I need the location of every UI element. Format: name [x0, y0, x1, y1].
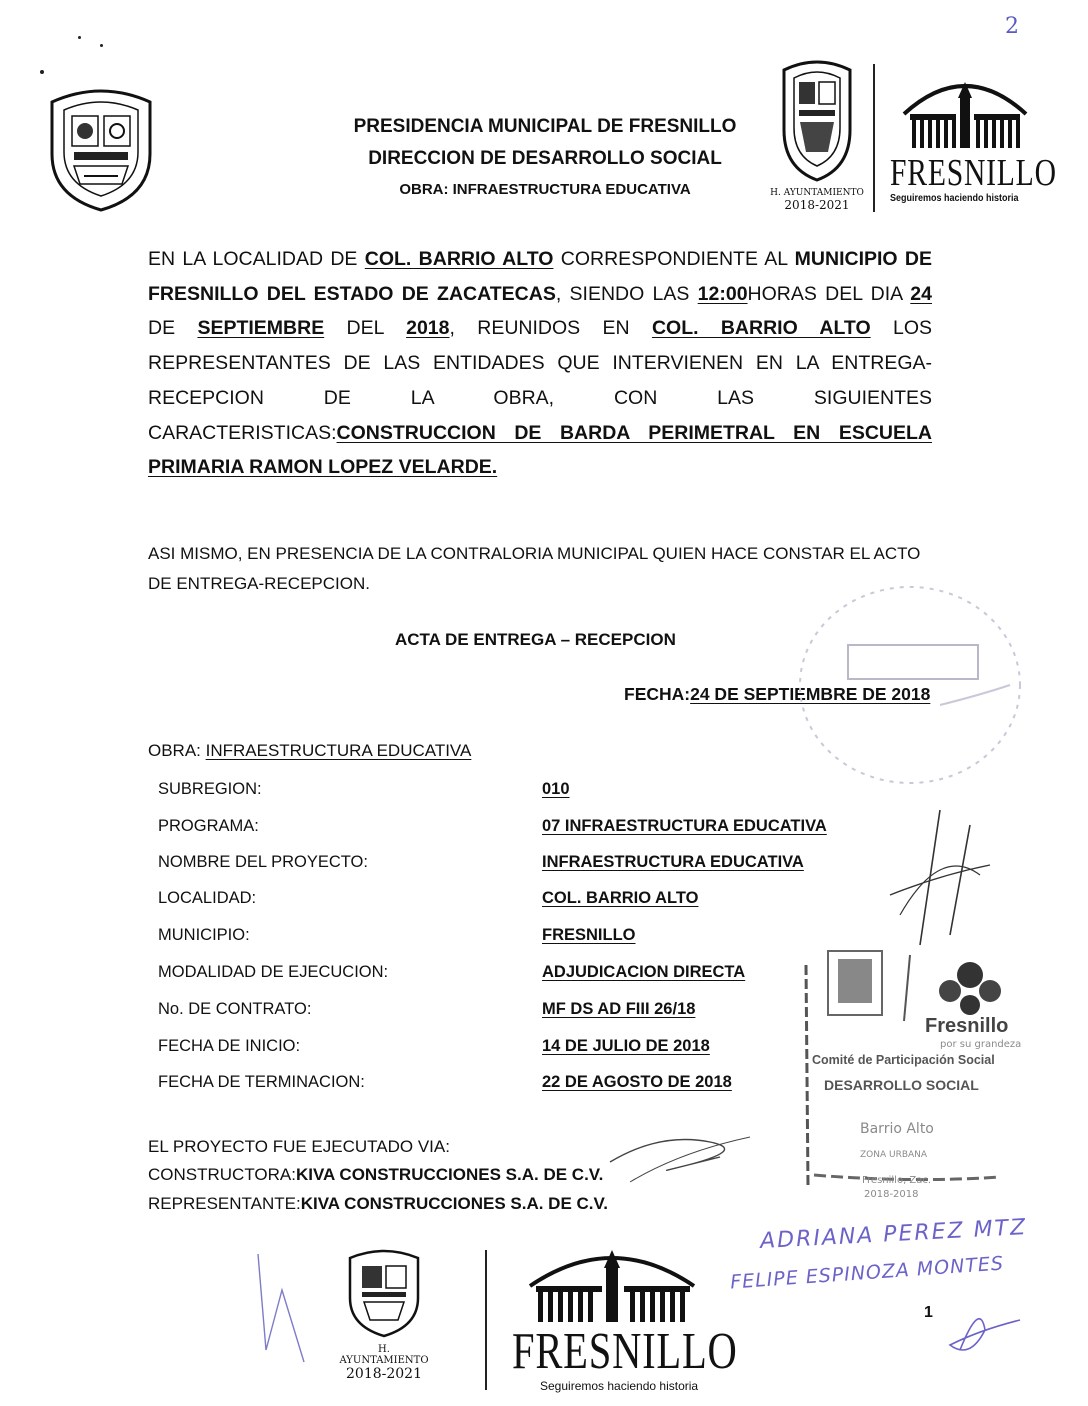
detail-label: LOCALIDAD: — [158, 889, 257, 907]
signature-left-icon — [252, 1250, 312, 1370]
detail-label: FECHA DE INICIO: — [158, 1037, 301, 1055]
footer-logo-tagline: Seguiremos haciendo historia — [540, 1379, 699, 1393]
scan-dot — [100, 44, 103, 47]
detail-label: MODALIDAD DE EJECUCION: — [158, 963, 389, 981]
handwritten-name-1: ADRIANA PEREZ MTZ — [759, 1215, 1028, 1254]
stamp-line-6: 2018-2018 — [864, 1189, 919, 1200]
ayuntamiento-caption — [770, 188, 864, 212]
signature-scribble-icon — [600, 1122, 760, 1192]
stamp-line-3: Barrio Alto — [860, 1121, 934, 1137]
mes-value: SEPTIEMBRE — [197, 317, 325, 340]
detail-label: MUNICIPIO: — [158, 926, 250, 944]
text-segment: DE — [148, 317, 198, 340]
text-segment: , REUNIDOS EN — [449, 317, 652, 340]
text-segment: , SIENDO LAS — [555, 282, 698, 305]
detail-value: 22 DE AGOSTO DE 2018 — [542, 1073, 732, 1091]
signature-icon — [880, 805, 1000, 955]
detail-value: 010 — [542, 780, 570, 798]
execution-heading: EL PROYECTO FUE EJECUTADO VIA: — [148, 1137, 450, 1156]
header-obra: OBRA: INFRAESTRUCTURA EDUCATIVA — [399, 181, 691, 198]
footer-ayuntamiento-period: 2018-2021 — [346, 1366, 422, 1382]
detail-value: MF DS AD FIII 26/18 — [542, 1000, 696, 1018]
footer-ayuntamiento-caption — [334, 1344, 434, 1382]
page-corner-number: 2 — [1005, 14, 1019, 39]
representante-line — [148, 1194, 608, 1214]
header-subtitle: DIRECCION DE DESARROLLO SOCIAL — [368, 148, 722, 169]
text-segment: CORRESPONDIENTE AL — [553, 248, 795, 270]
lugar-value: COL. BARRIO ALTO — [651, 317, 871, 340]
stamp-line-4: ZONA URBANA — [860, 1150, 928, 1160]
stamp-brand: Fresnillo — [925, 1015, 1009, 1037]
scan-dot — [78, 36, 81, 39]
stamp-line-1: Comité de Participación Social — [812, 1053, 995, 1067]
footer-fresnillo-logo — [512, 1238, 738, 1393]
representante-label: REPRESENTANTE: — [148, 1194, 301, 1213]
arch-icon — [890, 64, 1040, 150]
detail-value: FRESNILLO — [542, 926, 636, 944]
comite-stamp — [800, 945, 1030, 1220]
representante-value: KIVA CONSTRUCCIONES S.A. DE C.V. — [300, 1194, 609, 1213]
obra-label: OBRA: — [148, 741, 206, 760]
obra-description: CONSTRUCCION DE BARDA PERIMETRAL EN ESCUELA PRIMARIA RAMON LOPEZ VELARDE. — [148, 421, 932, 479]
detail-value: INFRAESTRUCTURA EDUCATIVA — [542, 853, 804, 871]
logo-divider — [873, 64, 875, 212]
text-segment: EN LA LOCALIDAD DE — [148, 248, 365, 270]
municipio-value: MUNICIPIO DE FRESNILLO DEL ESTADO DE ZACATECAS — [148, 248, 932, 305]
municipal-crest-icon — [44, 84, 158, 214]
text-segment: HORAS DEL DIA — [747, 282, 911, 305]
logo-wordmark: FRESNILLO — [890, 152, 1057, 194]
detail-label: SUBREGION: — [158, 780, 262, 798]
ayuntamiento-label: H. AYUNTAMIENTO — [770, 188, 864, 198]
contraloria-paragraph: ASI MISMO, EN PRESENCIA DE LA CONTRALORIA MUNICIPAL QUIEN HACE CONSTAR EL ACTO DE ENTREGA-RECEPCION. — [148, 544, 921, 593]
detail-value: ADJUDICACION DIRECTA — [542, 963, 746, 981]
detail-label: No. DE CONTRATO: — [158, 1000, 312, 1018]
detail-value: 14 DE JULIO DE 2018 — [542, 1037, 710, 1055]
header-title: PRESIDENCIA MUNICIPAL DE FRESNILLO — [353, 116, 737, 137]
contraloria-stamp-icon — [790, 575, 1030, 795]
fecha-label: FECHA: — [624, 684, 691, 704]
detail-value: 07 INFRAESTRUCTURA EDUCATIVA — [542, 817, 827, 835]
stamp-brand-tag: por su grandeza — [940, 1039, 1022, 1050]
footer-logo-divider — [485, 1250, 487, 1390]
scan-dot — [40, 70, 44, 74]
detail-label: PROGRAMA: — [158, 817, 259, 835]
constructora-value: KIVA CONSTRUCCIONES S.A. DE C.V. — [295, 1165, 604, 1184]
logo-tagline: Seguiremos haciendo historia — [890, 193, 1019, 204]
anio-value: 2018 — [406, 317, 450, 340]
page-number: 1 — [924, 1304, 933, 1321]
footer-arch-icon — [512, 1238, 712, 1324]
text-segment: DEL — [324, 317, 407, 340]
obra-value: INFRAESTRUCTURA EDUCATIVA — [205, 741, 472, 760]
hora-value: 12:00 — [697, 282, 748, 305]
intro-paragraph — [148, 242, 932, 485]
footer-crest-icon — [346, 1246, 422, 1338]
fresnillo-logo — [890, 64, 1057, 204]
ayuntamiento-period: 2018-2021 — [784, 198, 850, 212]
obra-line — [148, 741, 471, 761]
dia-value: 24 — [910, 282, 932, 305]
constructora-line — [148, 1165, 603, 1185]
stamp-line-2: DESARROLLO SOCIAL — [824, 1077, 979, 1093]
detail-value: COL. BARRIO ALTO — [542, 889, 699, 907]
detail-label: FECHA DE TERMINACION: — [158, 1073, 365, 1091]
footer-ayuntamiento-label: H. AYUNTAMIENTO — [339, 1344, 429, 1366]
initials-icon — [940, 1290, 1030, 1370]
constructora-label: CONSTRUCTORA: — [148, 1165, 296, 1184]
acta-title: ACTA DE ENTREGA – RECEPCION — [395, 630, 676, 649]
handwritten-name-2: FELIPE ESPINOZA MONTES — [729, 1252, 1005, 1294]
detail-label: NOMBRE DEL PROYECTO: — [158, 853, 368, 871]
fecha-value: 24 DE SEPTIEMBRE DE 2018 — [690, 684, 931, 704]
text-segment: LOS REPRESENTANTES DE LAS ENTIDADES QUE INTERVIENEN EN LA ENTREGA-RECEPCION DE LA OBRA, CON LAS SIGUIENTES CARACTERISTICAS: — [148, 317, 933, 444]
ayuntamiento-crest-icon — [780, 56, 854, 184]
localidad-value: COL. BARRIO ALTO — [364, 248, 554, 270]
footer-logo-wordmark: FRESNILLO — [512, 1323, 738, 1380]
stamp-line-5: Fresnillo, Zac. — [862, 1175, 932, 1186]
